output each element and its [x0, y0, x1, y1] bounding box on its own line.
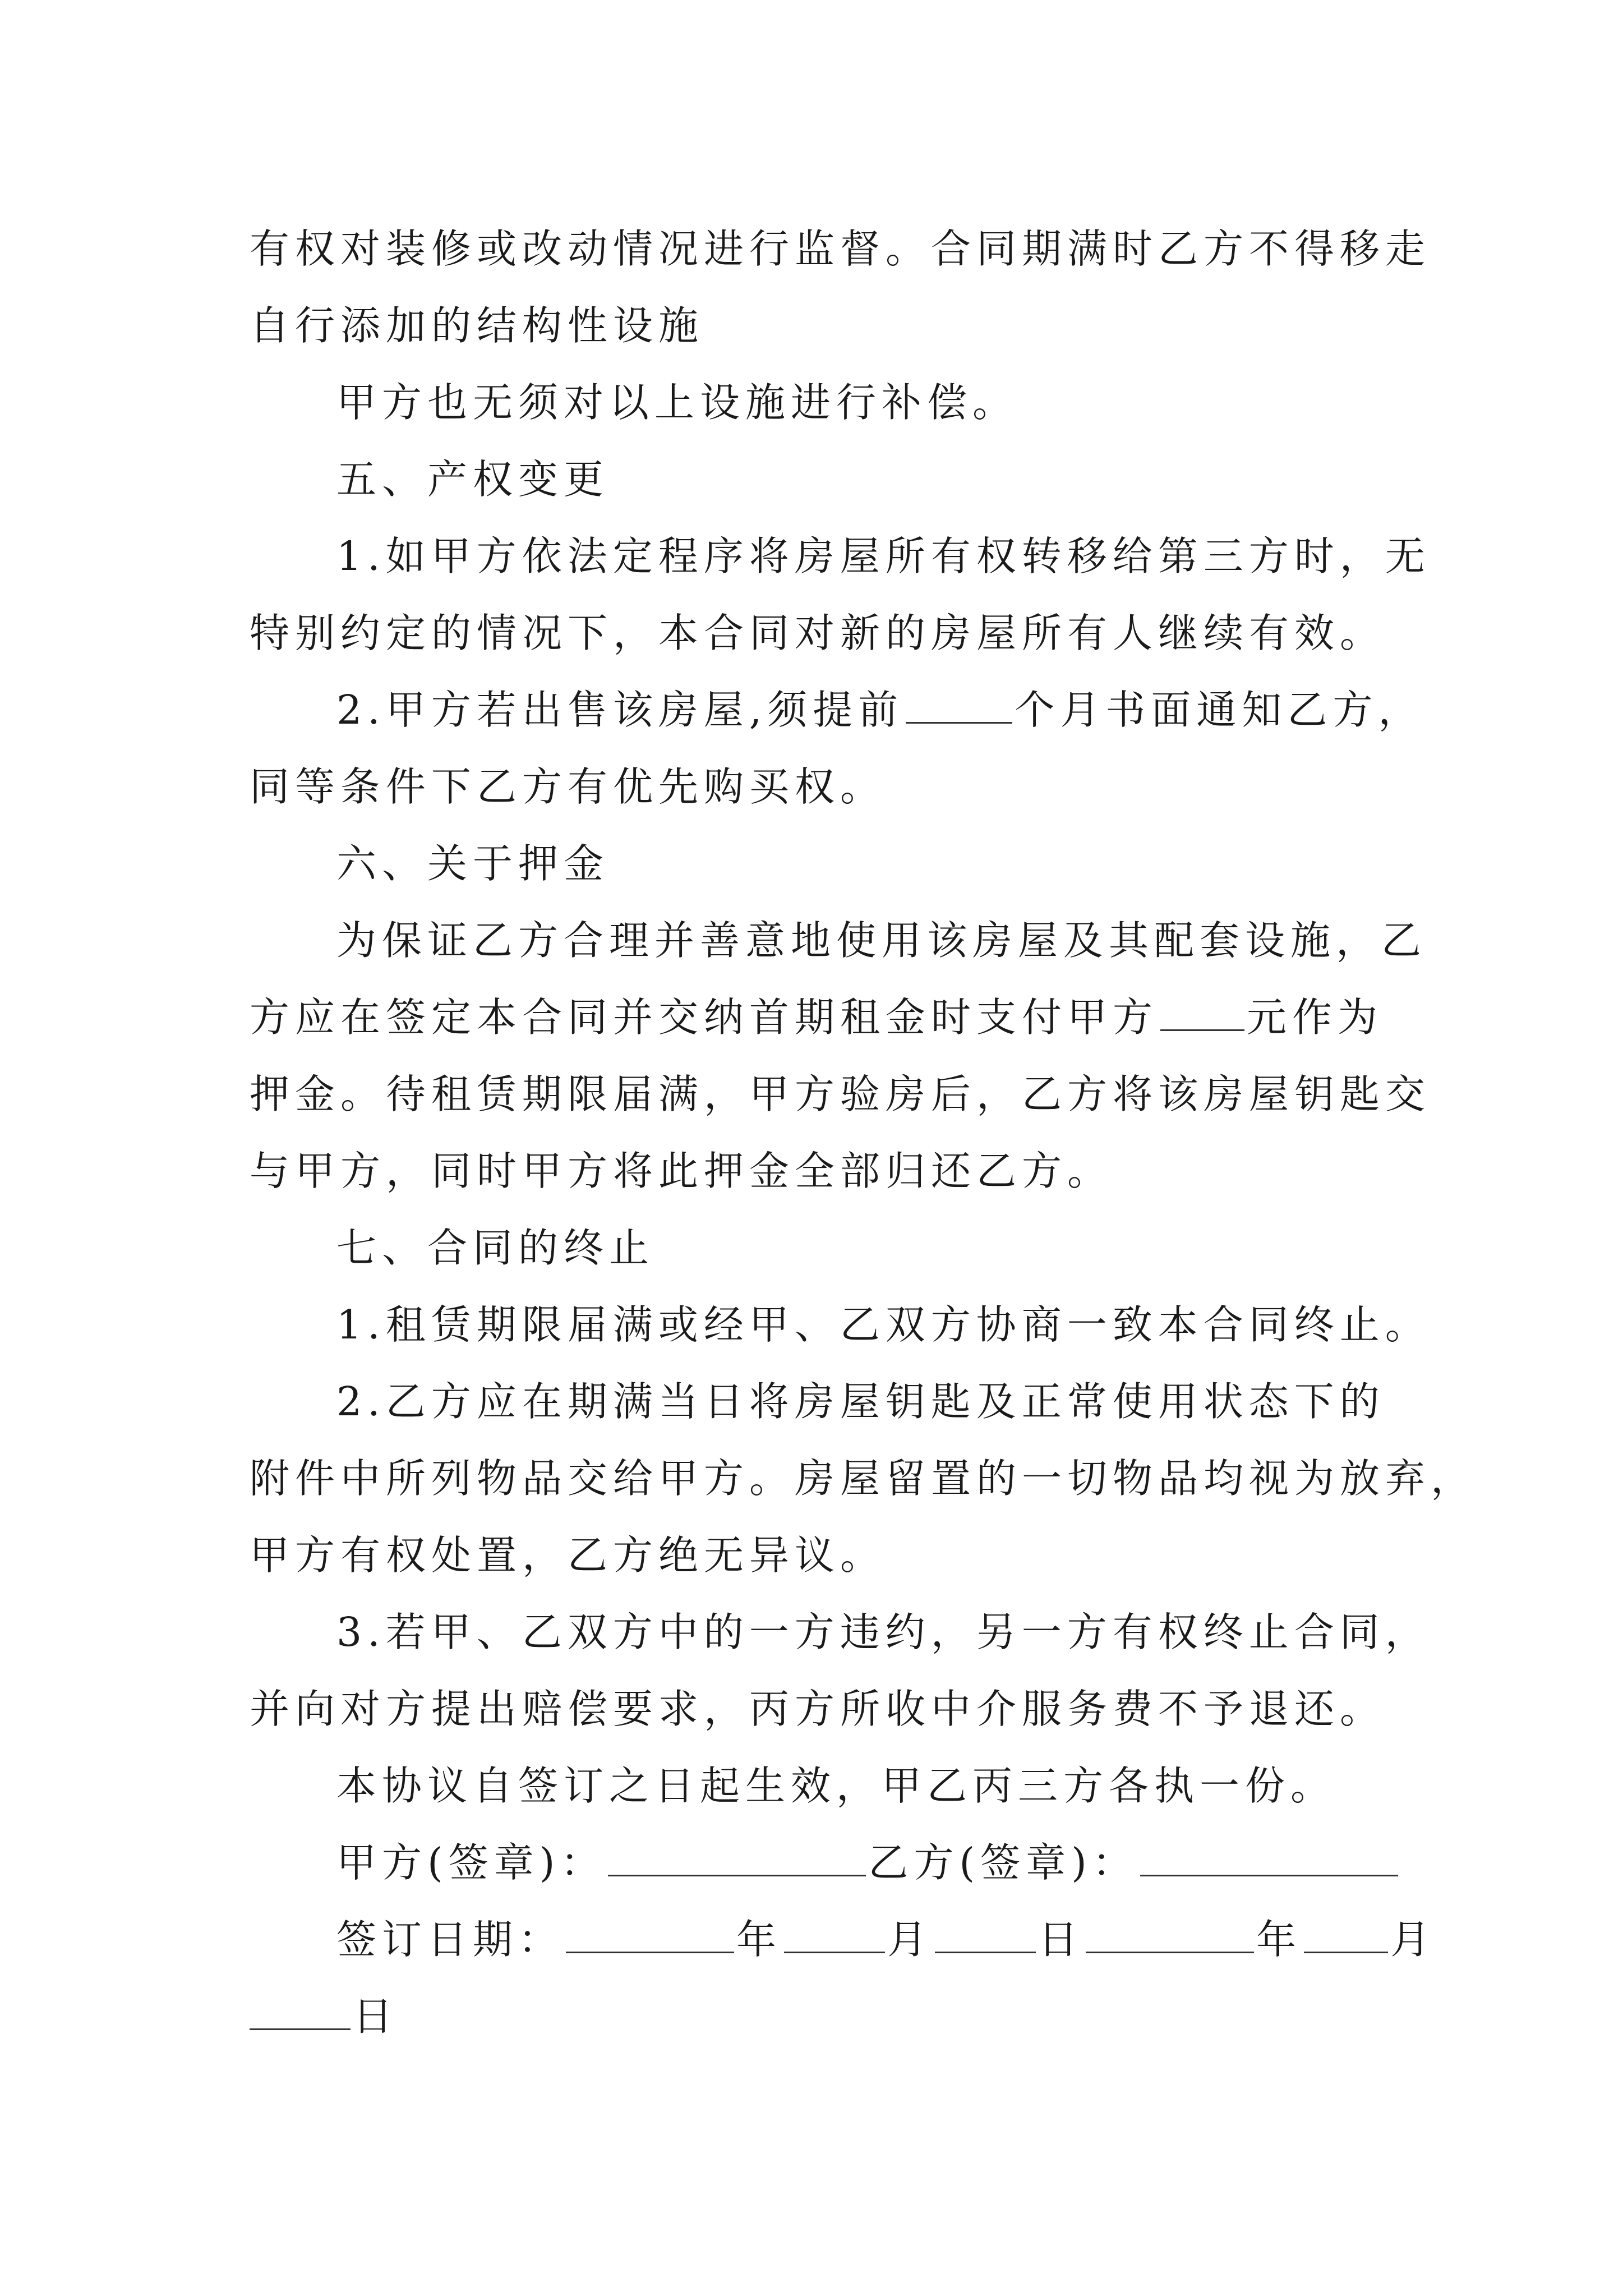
signing-date-continuation	[250, 1978, 1394, 2055]
clause-line: 押金。待租赁期限届满，甲方验房后，乙方将该房屋钥匙交	[250, 1071, 1431, 1117]
clause-line: 3.若甲、乙双方中的一方违约，另一方有权终止合同，	[336, 1609, 1431, 1655]
party-b-signature-label: 乙方(签章)：	[868, 1839, 1138, 1886]
clause-line: 有权对装修或改动情况进行监督。合同期满时乙方不得移走	[250, 226, 1431, 272]
section-heading-termination: 七、合同的终止	[336, 1225, 655, 1271]
signing-date-line	[250, 1901, 1436, 1978]
clause-line-effective: 本协议自签订之日起生效，甲乙丙三方各执一份。	[336, 1763, 1336, 1809]
signing-date-label: 签订日期：	[336, 1916, 564, 1963]
year-blank[interactable]	[1086, 1918, 1254, 1953]
clause-line: 2.乙方应在期满当日将房屋钥匙及正常使用状态下的	[336, 1378, 1385, 1425]
year-blank[interactable]	[566, 1918, 734, 1953]
deposit-amount-blank[interactable]	[1160, 996, 1244, 1031]
clause-line: 与甲方，同时甲方将此押金全部归还乙方。	[250, 1148, 1113, 1194]
clause-line: 同等条件下乙方有优先购买权。	[250, 763, 886, 810]
clause-line: 为保证乙方合理并善意地使用该房屋及其配套设施，乙	[336, 917, 1427, 964]
year-label: 年	[1256, 1916, 1302, 1963]
month-label: 月	[887, 1916, 933, 1963]
clause-line: 甲方也无须对以上设施进行补偿。	[336, 379, 1018, 426]
day-label: 日	[1038, 1916, 1084, 1963]
party-b-signature-blank[interactable]	[1140, 1841, 1398, 1876]
section-heading-property-change: 五、产权变更	[336, 456, 610, 503]
signature-line	[250, 1824, 1394, 1901]
clause-line: 1.租赁期限届满或经甲、乙双方协商一致本合同终止。	[336, 1301, 1431, 1348]
contract-body	[250, 210, 1477, 2055]
month-label: 月	[1390, 1916, 1436, 1963]
year-label: 年	[736, 1916, 782, 1963]
notice-months-blank[interactable]	[906, 688, 1012, 724]
day-blank[interactable]	[935, 1918, 1036, 1953]
clause-line-deposit-amount: 方应在签定本合同并交纳首期租金时支付甲方 元作为	[250, 994, 1384, 1041]
clause-line: 甲方有权处置，乙方绝无异议。	[250, 1532, 886, 1579]
clause-line: 并向对方提出赔偿要求，丙方所收中介服务费不予退还。	[250, 1686, 1386, 1732]
day-label: 日	[353, 1993, 399, 2040]
party-a-signature-blank[interactable]	[608, 1841, 866, 1876]
month-blank[interactable]	[784, 1918, 885, 1953]
party-a-signature-label: 甲方(签章)：	[336, 1839, 606, 1886]
clause-line: 自行添加的结构性设施	[250, 302, 704, 349]
clause-line: 1.如甲方依法定程序将房屋所有权转移给第三方时，无	[336, 533, 1431, 579]
section-heading-deposit: 六、关于押金	[336, 840, 610, 887]
clause-line: 特别约定的情况下，本合同对新的房屋所有人继续有效。	[250, 610, 1386, 656]
month-blank[interactable]	[1304, 1918, 1388, 1953]
clause-line: 附件中所列物品交给甲方。房屋留置的一切物品均视为放弃，	[250, 1455, 1477, 1502]
day-blank[interactable]	[250, 1995, 351, 2030]
clause-line-notice-months: 2.甲方若出售该房屋,须提前 个月书面通知乙方，	[336, 687, 1424, 733]
